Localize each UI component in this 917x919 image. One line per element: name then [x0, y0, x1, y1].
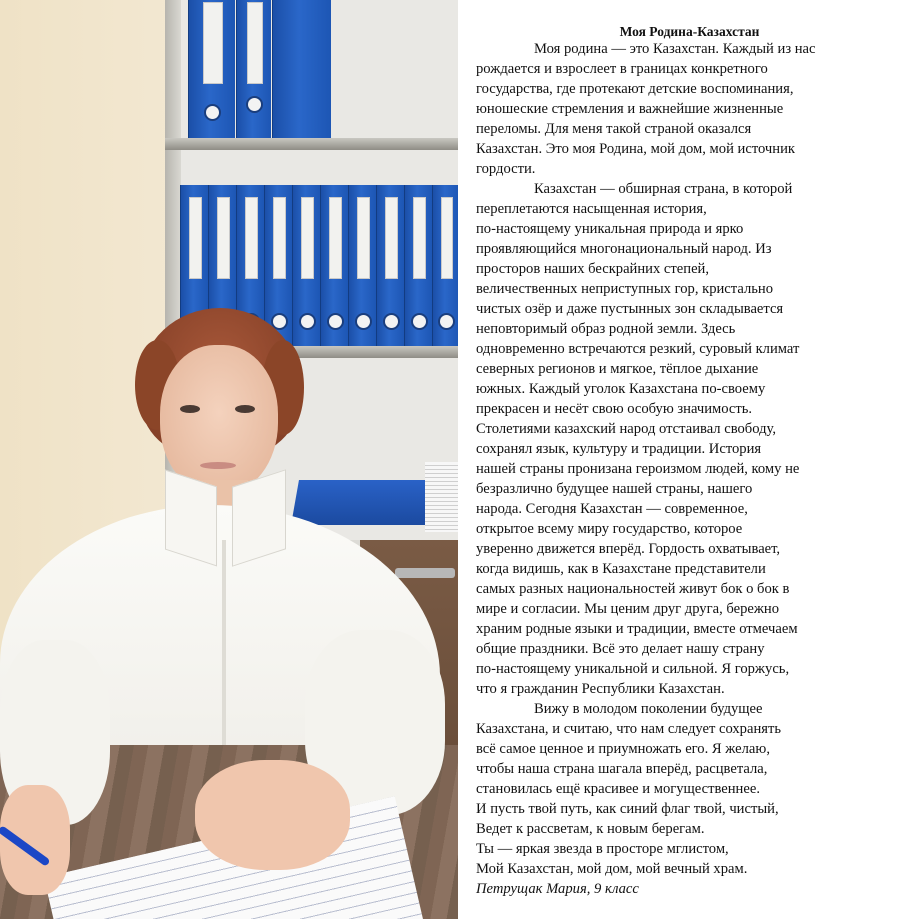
- text-line: безразлично будущее нашей страны, нашего: [476, 481, 753, 497]
- text-line: сохранял язык, культуру и традиции. История: [476, 441, 762, 457]
- text-line: одновременно встречаются резкий, суровый климат: [476, 341, 800, 357]
- paper-stack: [425, 462, 458, 532]
- text-line: государства, где протекают детские воспоминания,: [476, 81, 794, 97]
- text-line: проявляющийся многонациональный народ. Из: [476, 241, 772, 257]
- text-line: величественных неприступных гор, кристально: [476, 281, 773, 297]
- text-line: Вижу в молодом поколении будущее: [534, 701, 763, 717]
- text-line: когда видишь, как в Казахстане представители: [476, 561, 766, 577]
- text-line: рождается и взрослеет в границах конкретного: [476, 61, 768, 77]
- binder: [292, 185, 320, 350]
- text-line: Казахстан. Это моя Родина, мой дом, мой источник: [476, 141, 795, 157]
- text-line: переплетаются насыщенная история,: [476, 201, 707, 217]
- eye: [180, 405, 200, 413]
- mouth: [200, 462, 236, 469]
- binder: [272, 0, 331, 140]
- text-line: неповторимый образ родной земли. Здесь: [476, 321, 736, 337]
- text-line: северных регионов и мягкое, тёплое дыхание: [476, 361, 759, 377]
- binder: [404, 185, 432, 350]
- text-line: Казахстан — обширная страна, в которой: [534, 181, 793, 197]
- hand: [195, 760, 350, 870]
- binder: [236, 0, 271, 140]
- text-line: самых разных национальностей живут бок о бок в: [476, 581, 790, 597]
- poem-line: Мой Казахстан, мой дом, мой вечный храм.: [476, 861, 748, 877]
- binder: [432, 185, 458, 350]
- text-line: гордости.: [476, 161, 536, 177]
- shelf-board: [165, 138, 458, 150]
- binder: [320, 185, 348, 350]
- student-photo: [0, 0, 458, 919]
- text-line: южных. Каждый уголок Казахстана по-своему: [476, 381, 766, 397]
- text-line: просторов наших бескрайних степей,: [476, 261, 710, 277]
- text-line: Столетиями казахский народ отстаивал свободу,: [476, 421, 777, 437]
- text-line: общие праздники. Всё это делает нашу страну: [476, 641, 765, 657]
- text-line: открытое всему миру государство, которое: [476, 521, 743, 537]
- article-title: Моя Родина-Казахстан: [619, 24, 760, 39]
- eye: [235, 405, 255, 413]
- text-line: становилась ещё красивее и могущественнее.: [476, 781, 760, 797]
- text-line: по-настоящему уникальной и сильной. Я горжусь,: [476, 661, 790, 677]
- poem-line: И пусть твой путь, как синий флаг твой, чистый,: [476, 801, 779, 817]
- text-line: уверенно движется вперёд. Гордость охватывает,: [476, 541, 781, 557]
- text-line: храним родные языки и традиции, вместе отмечаем: [476, 621, 798, 637]
- text-line: прекрасен и несёт свою особую значимость.: [476, 401, 753, 417]
- face: [160, 345, 278, 495]
- text-line: нашей страны пронизана героизмом людей, кому не: [476, 461, 800, 477]
- text-line: юношеские стремления и важнейшие жизненные: [476, 101, 784, 117]
- poem-line: Ведет к рассветам, к новым берегам.: [476, 821, 705, 837]
- text-line: что я гражданин Республики Казахстан.: [476, 681, 725, 697]
- text-line: Моя родина — это Казахстан. Каждый из нас: [534, 41, 816, 57]
- text-line: переломы. Для меня такой страной оказался: [476, 121, 752, 137]
- author-signature: Петрущак Мария, 9 класс: [476, 881, 639, 897]
- binder: [376, 185, 404, 350]
- text-line: народа. Сегодня Казахстан — современное,: [476, 501, 748, 517]
- binder: [348, 185, 376, 350]
- text-line: по-настоящему уникальная природа и ярко: [476, 221, 744, 237]
- poem-line: Ты — яркая звезда в просторе мглистом,: [476, 841, 729, 857]
- text-line: Казахстана, и считаю, что нам следует сохранять: [476, 721, 782, 737]
- text-line: мире и согласии. Мы ценим друг друга, бережно: [476, 601, 780, 617]
- collar: [165, 470, 217, 567]
- text-line: всё самое ценное и приумножать его. Я желаю,: [476, 741, 770, 757]
- text-line: чистых озёр и даже пустынных зон складывается: [476, 301, 784, 317]
- text-line: чтобы наша страна шагала вперёд, расцветала,: [476, 761, 768, 777]
- binder: [188, 0, 235, 140]
